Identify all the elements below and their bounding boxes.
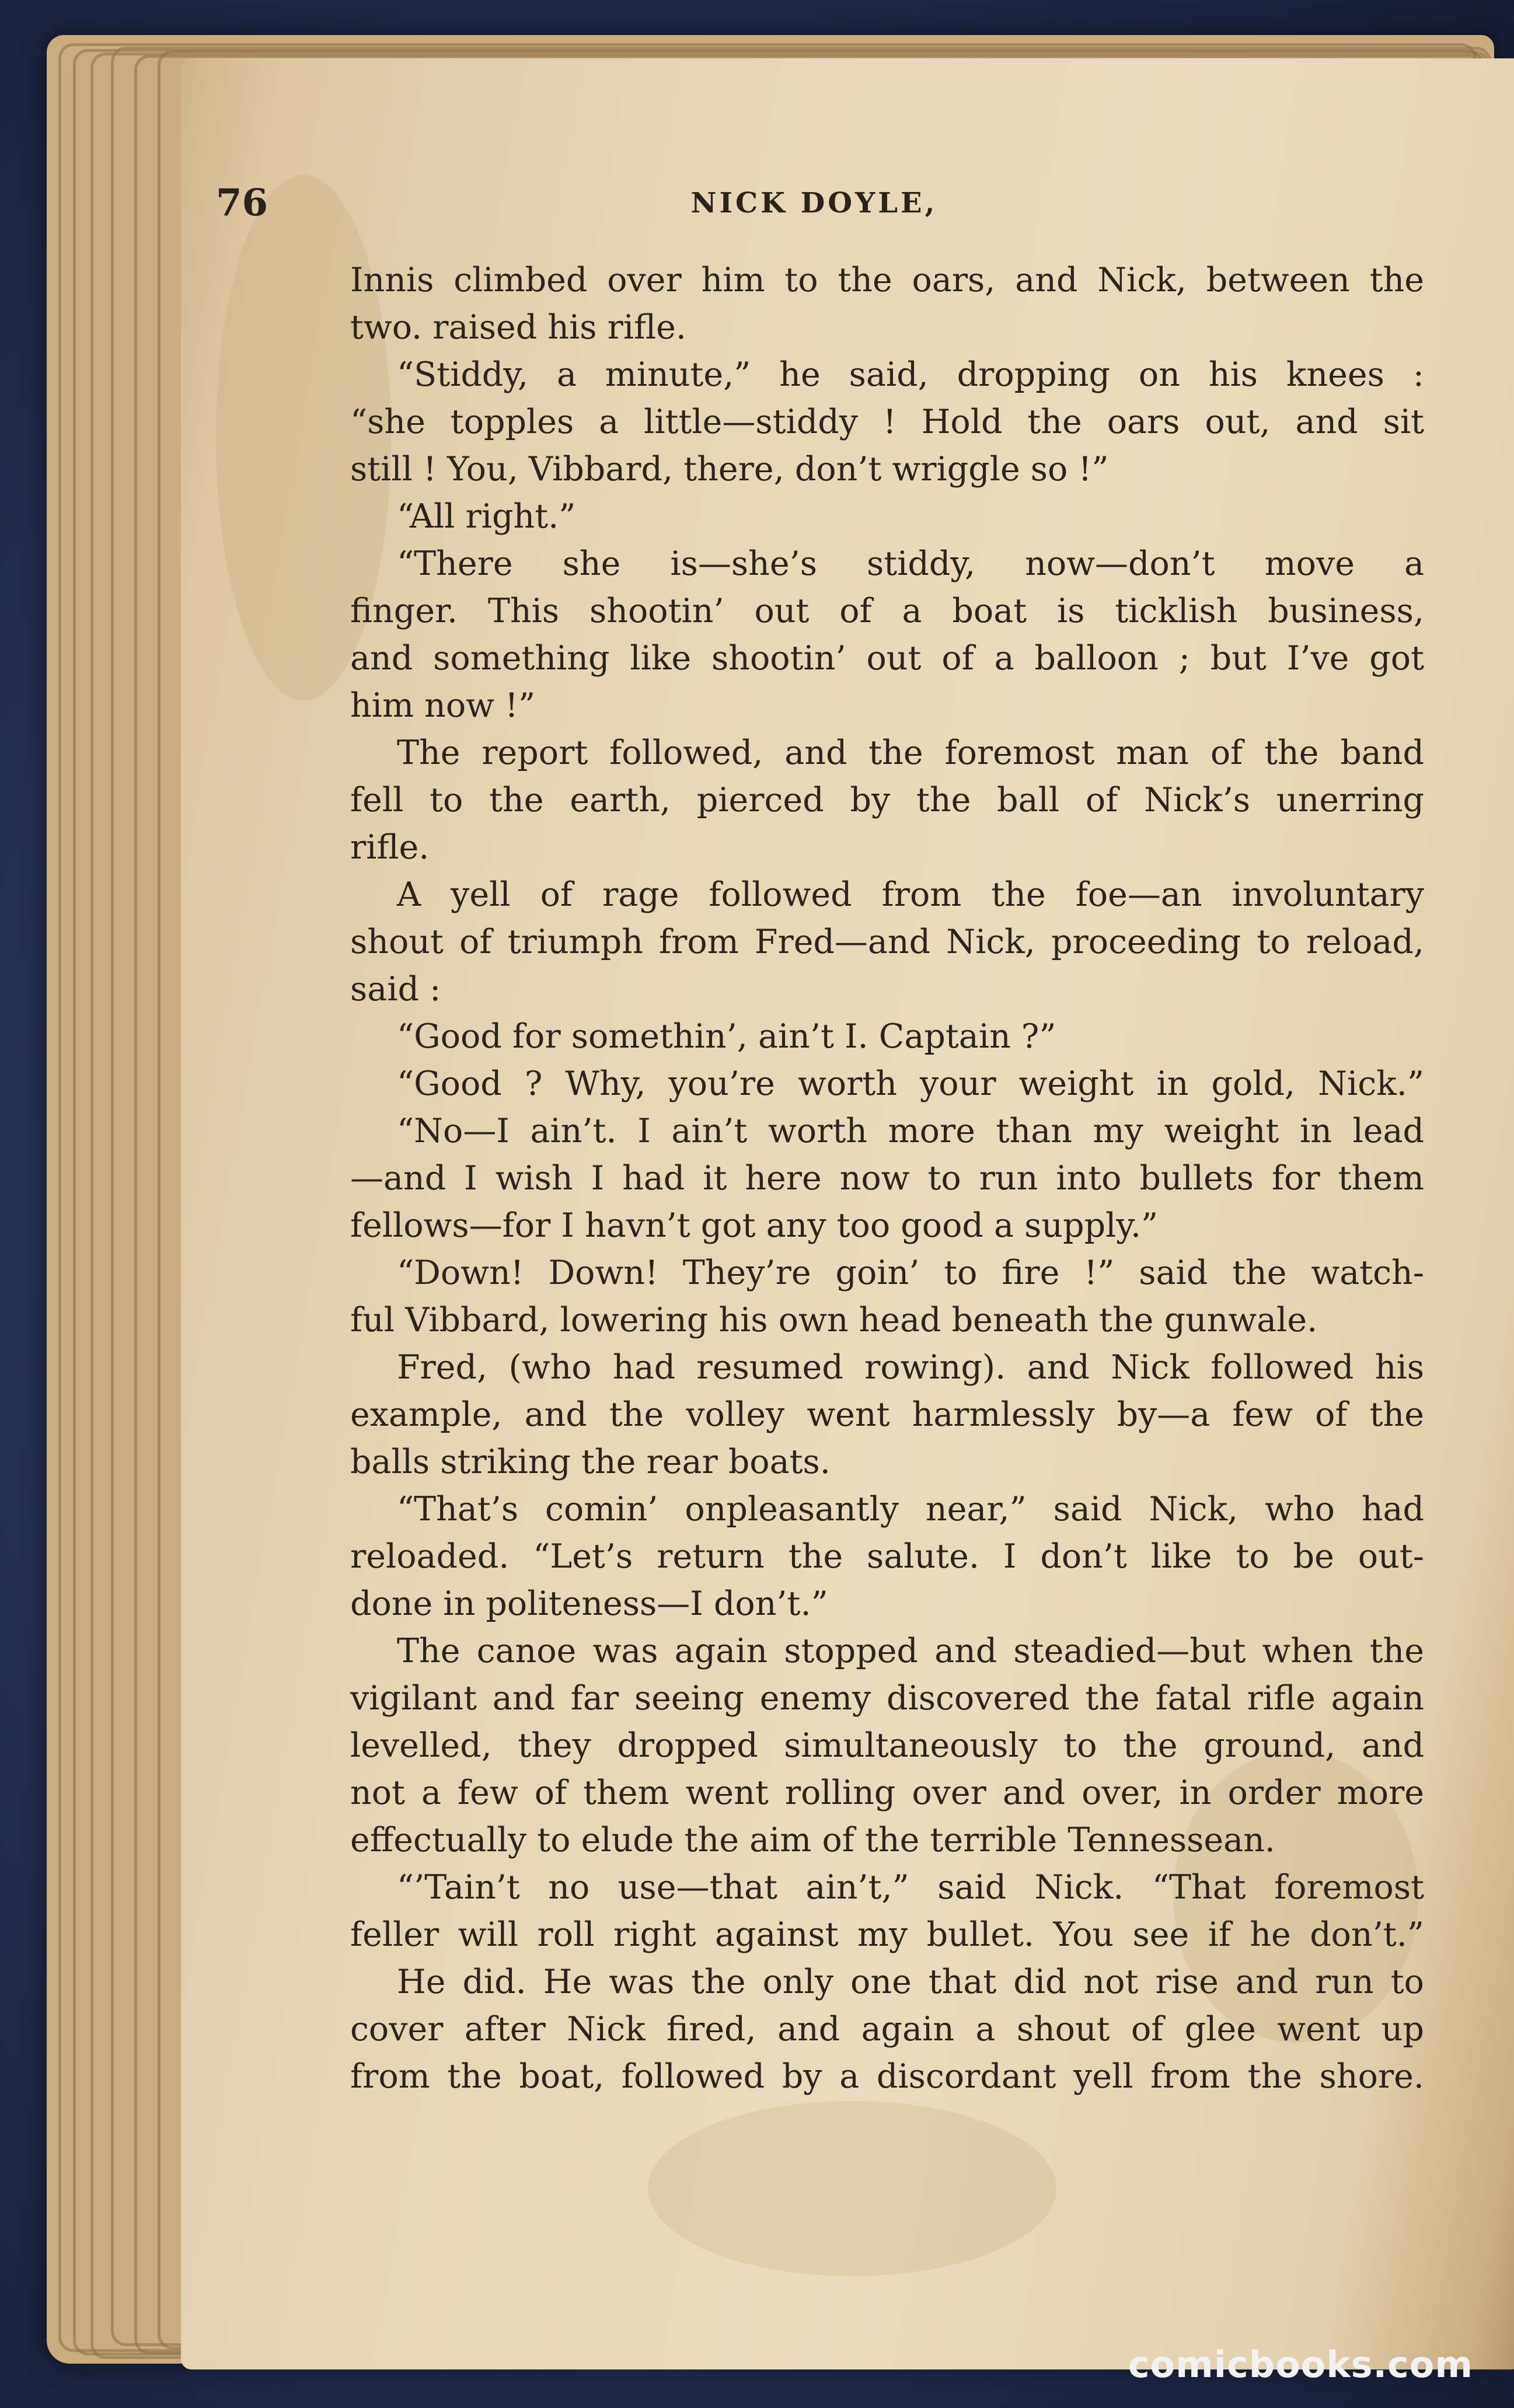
text-line: two. raised his rifle. — [350, 308, 686, 347]
text-line: “she topples a little—stiddy ! Hold the oars out, and sit — [350, 403, 1424, 441]
running-head: NICK DOYLE, — [690, 187, 938, 219]
text-line: reloaded. “Let’s return the salute. I don’t like to be out- — [350, 1537, 1424, 1576]
text-line: “Down! Down! They’re goin’ to fire !” said the watch- — [397, 1254, 1424, 1292]
text-line: Innis climbed over him to the oars, and Nick, between the — [350, 261, 1424, 299]
text-line: ful Vibbard, lowering his own head beneath the gunwale. — [350, 1301, 1318, 1339]
text-line: him now !” — [350, 686, 536, 725]
text-line: “Good for somethin’, ain’t I. Captain ?” — [397, 1017, 1056, 1056]
text-line: levelled, they dropped simultaneously to the ground, and — [350, 1726, 1424, 1765]
text-line: “Stiddy, a minute,” he said, dropping on his knees : — [397, 355, 1424, 394]
text-line: finger. This shootin’ out of a boat is ticklish business, — [350, 592, 1424, 630]
text-line: “There she is—she’s stiddy, now—don’t move a — [397, 545, 1424, 583]
text-line: fell to the earth, pierced by the ball of Nick’s unerring — [350, 781, 1424, 819]
text-line: He did. He was the only one that did not rise and run to — [397, 1963, 1424, 2001]
text-line: rifle. — [350, 828, 430, 867]
text-line: still ! You, Vibbard, there, don’t wriggle so !” — [350, 450, 1109, 488]
text-line: Fred, (who had resumed rowing). and Nick followed his — [397, 1348, 1424, 1387]
text-line: “All right.” — [397, 497, 576, 536]
text-line: effectually to elude the aim of the terrible Tennessean. — [350, 1821, 1275, 1859]
text-line: feller will roll right against my bullet. You see if he don’t.” — [350, 1915, 1424, 1954]
text-line: fellows—for I havn’t got any too good a supply.” — [350, 1206, 1159, 1245]
text-line: “’Tain’t no use—that ain’t,” said Nick. “That foremost — [397, 1868, 1424, 1907]
text-line: done in politeness—I don’t.” — [350, 1585, 828, 1623]
text-line: said : — [350, 970, 441, 1008]
page-header — [216, 181, 1412, 228]
text-line: A yell of rage followed from the foe—an involuntary — [397, 875, 1424, 914]
text-line: “No—I ain’t. I ain’t worth more than my weight in lead — [397, 1112, 1424, 1150]
watermark: comicbooks.com — [1128, 2343, 1473, 2386]
text-line: example, and the volley went harmlessly by—a few of the — [350, 1395, 1424, 1434]
text-line: from the boat, followed by a discordant yell from the shore. — [350, 2057, 1424, 2096]
text-line: not a few of them went rolling over and over, in order more — [350, 1774, 1424, 1812]
text-line: cover after Nick fired, and again a shout of glee went up — [350, 2010, 1424, 2048]
text-line: The report followed, and the foremost man of the band — [397, 734, 1424, 772]
page-number: 76 — [216, 181, 268, 225]
text-line: The canoe was again stopped and steadied—but when the — [397, 1632, 1424, 1670]
text-line: shout of triumph from Fred—and Nick, proceeding to reload, — [350, 923, 1424, 961]
text-line: balls striking the rear boats. — [350, 1443, 831, 1481]
text-line: vigilant and far seeing enemy discovered the fatal rifle again — [350, 1679, 1424, 1718]
text-line: “That’s comin’ onpleasantly near,” said Nick, who had — [397, 1490, 1424, 1528]
text-line: and something like shootin’ out of a balloon ; but I’ve got — [350, 639, 1424, 678]
text-line: “Good ? Why, you’re worth your weight in gold, Nick.” — [397, 1065, 1424, 1103]
text-line: —and I wish I had it here now to run into bullets for them — [350, 1159, 1424, 1198]
body-text — [350, 257, 1424, 2100]
